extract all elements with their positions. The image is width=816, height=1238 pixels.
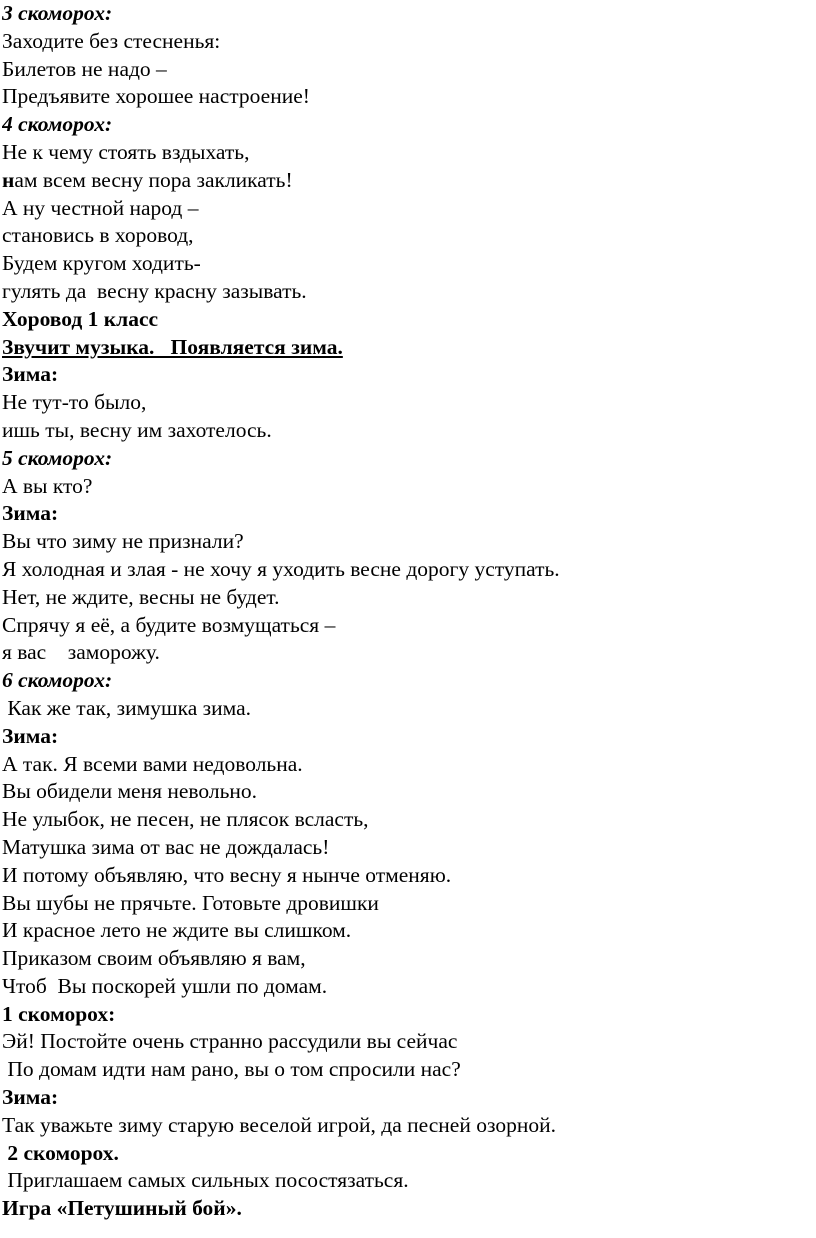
speaker-3-skomorokh: 3 скоморох: (2, 1, 113, 25)
dialogue-line: Я холодная и злая - не хочу я уходить весне дорогу уступать. (2, 556, 560, 581)
dialogue-line: Матушка зима от вас не дождалась! (2, 834, 330, 859)
dialogue-line: Не улыбок, не песен, не плясок всласть, (2, 807, 369, 832)
dialogue-line: Нет, не ждите, весны не будет. (2, 584, 280, 609)
speaker-2-skomorokh: 2 скоморох. (2, 1140, 119, 1165)
bold-initial-letter: н (2, 167, 15, 192)
dialogue-line: становись в хоровод, (2, 223, 194, 248)
dialogue-line-rest: ам всем весну пора закликать! (14, 167, 293, 192)
speaker-zima: Зима: (2, 723, 59, 748)
dialogue-line: я вас заморожу. (2, 640, 160, 665)
dialogue-line: А так. Я всеми вами недовольна. (2, 751, 303, 776)
dialogue-line: Приглашаем самых сильных посостязаться. (2, 1168, 409, 1193)
dialogue-line: ишь ты, весну им захотелось. (2, 417, 272, 442)
speaker-zima: Зима: (2, 362, 59, 387)
speaker-5-skomorokh: 5 скоморох: (2, 445, 113, 470)
stage-direction: Звучит музыка. Появляется зима. (2, 334, 343, 359)
dialogue-line: А ну честной народ – (2, 195, 199, 220)
dialogue-line (2, 167, 814, 195)
dialogue-line: Заходите без стесненья: (2, 28, 221, 53)
dialogue-line: гулять да весну красну зазывать. (2, 278, 307, 303)
speaker-4-skomorokh: 4 скоморох: (2, 112, 113, 137)
dialogue-line: И потому объявляю, что весну я нынче отменяю. (2, 862, 452, 887)
dialogue-line: Эй! Постойте очень странно рассудили вы сейчас (2, 1029, 458, 1054)
speaker-1-skomorokh: 1 скоморох: (2, 1001, 116, 1026)
dialogue-line: Предъявите хорошее настроение! (2, 84, 310, 109)
dialogue-line: Чтоб Вы поскорей ушли по домам. (2, 973, 328, 998)
dialogue-line: И красное лето не ждите вы слишком. (2, 918, 352, 943)
dialogue-line: Спрячу я её, а будите возмущаться – (2, 612, 336, 637)
dialogue-line: Не тут-то было, (2, 390, 147, 415)
dialogue-line: Вы шубы не прячьте. Готовьте дровишки (2, 890, 379, 915)
dialogue-line: Вы что зиму не признали? (2, 529, 244, 554)
game-heading: Игра «Петушиный бой». (2, 1196, 242, 1221)
dialogue-line: Не к чему стоять вздыхать, (2, 139, 250, 164)
speaker-zima: Зима: (2, 501, 59, 526)
dialogue-line: Приказом своим объявляю я вам, (2, 946, 306, 971)
dialogue-line: Как же так, зимушка зима. (2, 695, 252, 720)
dialogue-line: По домам идти нам рано, вы о том спросили нас? (2, 1057, 461, 1082)
scene-heading-khorovod: Хоровод 1 класс (2, 306, 159, 331)
document-page (2, 0, 814, 1223)
dialogue-line: Билетов не надо – (2, 56, 167, 81)
dialogue-line: Так уважьте зиму старую веселой игрой, да песней озорной. (2, 1112, 556, 1137)
dialogue-line: Будем кругом ходить- (2, 251, 201, 276)
speaker-zima: Зима: (2, 1085, 59, 1110)
dialogue-line: Вы обидели меня невольно. (2, 779, 258, 804)
speaker-6-skomorokh: 6 скоморох: (2, 668, 113, 693)
dialogue-line: А вы кто? (2, 473, 93, 498)
